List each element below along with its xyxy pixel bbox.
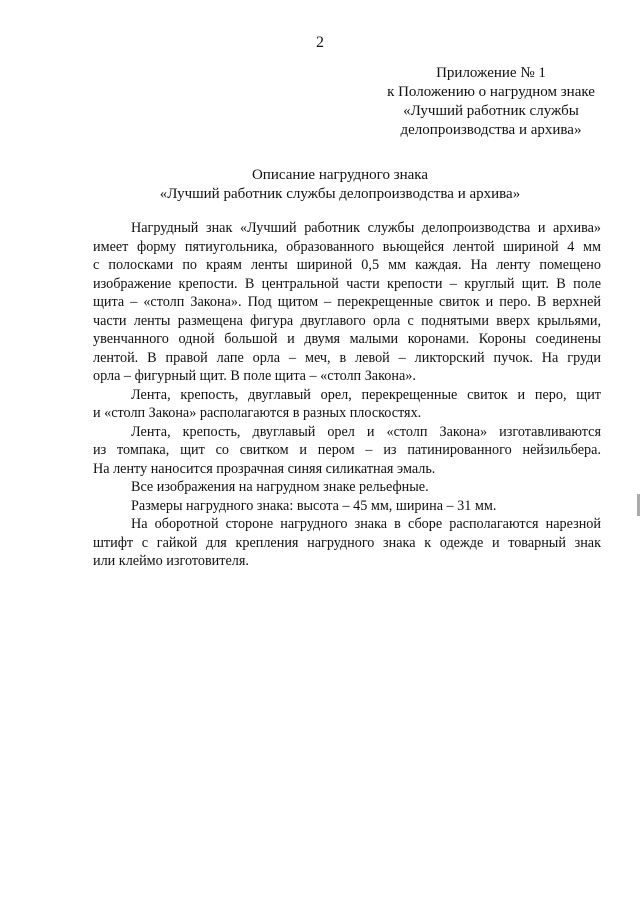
paragraph <box>93 423 601 479</box>
paragraph <box>93 386 601 423</box>
appendix-line: Приложение № 1 <box>436 65 546 81</box>
title-line: Описание нагрудного знака <box>251 167 429 183</box>
paragraph <box>93 515 601 571</box>
appendix-line: к Положению о нагрудном знаке <box>387 84 595 100</box>
appendix-line: делопроизводства и архива» <box>400 122 582 138</box>
page-number: 2 <box>316 34 324 51</box>
body-text <box>93 219 601 571</box>
paragraph-line: из томпака, щит со свитком и пером – из патинированного нейзильбера. <box>93 442 601 458</box>
document-title <box>40 166 640 204</box>
paragraph-line: На оборотной стороне нагрудного знака в сборе располагаются нарезной <box>131 516 601 532</box>
title-line: «Лучший работник службы делопроизводства и архива» <box>159 186 521 202</box>
paragraph <box>93 478 601 497</box>
paragraph-line: На ленту наносится прозрачная синяя силикатная эмаль. <box>93 460 436 477</box>
paragraph <box>93 219 601 386</box>
appendix-header <box>360 64 622 140</box>
paragraph-line: штифт с гайкой для крепления нагрудного знака к одежде и товарный знак <box>93 534 601 551</box>
paragraph-line: и «столп Закона» располагаются в разных плоскостях. <box>93 405 422 421</box>
paragraph-line: или клеймо изготовителя. <box>93 553 249 569</box>
paragraph-line: Лента, крепость, двуглавый орел, перекрещенные свиток и перо, щит <box>131 386 601 403</box>
paragraph-line: орла – фигурный щит. В поле щита – «столп Закона». <box>93 368 416 384</box>
paragraph-line: Размеры нагрудного знака: высота – 45 мм, ширина – 31 мм. <box>131 497 497 514</box>
appendix-line: «Лучший работник службы <box>403 103 579 119</box>
paragraph-line: Лента, крепость, двуглавый орел и «столп Закона» изготавливаются <box>131 423 601 440</box>
paragraph-line: части ленты размещена фигура двуглавого орла с поднятыми вверх крыльями, <box>93 312 601 329</box>
paragraph-line: с полосками по краям ленты шириной 0,5 мм каждая. На ленту помещено <box>93 257 601 273</box>
paragraph-line: лентой. В правой лапе орла – меч, в левой – ликторский пучок. На груди <box>93 349 601 366</box>
paragraph <box>93 497 601 516</box>
paragraph-line: Все изображения на нагрудном знаке рельефные. <box>131 479 429 495</box>
paragraph-line: имеет форму пятиугольника, образованного вьющейся лентой шириной 4 мм <box>93 238 601 255</box>
paragraph-line: увенчанного одной большой и двумя малыми коронами. Короны соединены <box>93 331 601 347</box>
paragraph-line: Нагрудный знак «Лучший работник службы делопроизводства и архива» <box>131 220 601 236</box>
paragraph-line: изображение крепости. В центральной части крепости – круглый щит. В поле <box>93 275 601 292</box>
paragraph-line: щита – «столп Закона». Под щитом – перекрещенные свиток и перо. В верхней <box>93 294 601 310</box>
